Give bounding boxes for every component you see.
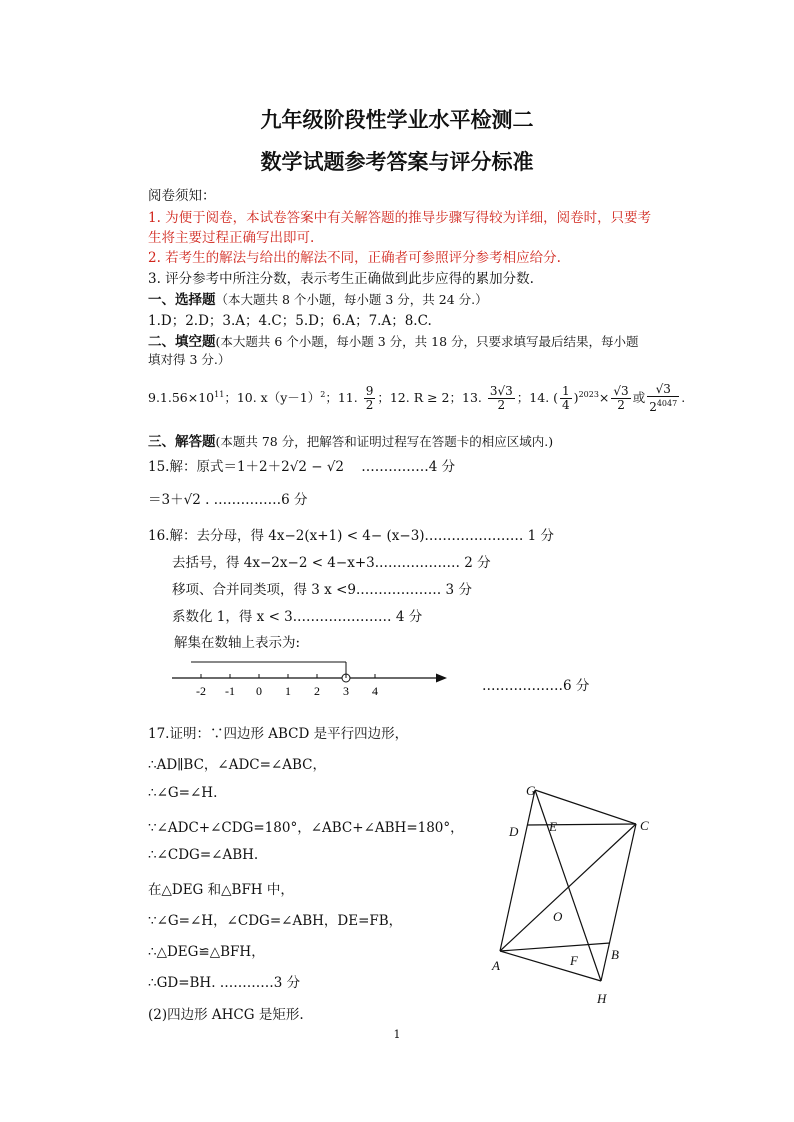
q16-line-1: 16.解：去分母，得 4x−2(x+1) < 4− (x−3).………………… 1 分 [148,528,555,544]
tick-label: 3 [343,684,349,698]
segment-AH [500,951,601,981]
section-3-desc: (本题共 78 分，把解答和证明过程写在答题卡的相应区域内.) [215,434,554,449]
notice-item-2: 2. 若考生的解法与给出的解法不同，正确者可参照评分参考相应给分. [148,250,561,266]
segment-GA [500,790,535,951]
q16-line-3: 移项、合并同类项，得 3 x <9.……………… 3 分 [172,582,472,598]
tick-label: 0 [256,684,262,698]
q17-line-2: ∴AD∥BC，∠ADC=∠ABC， [148,757,326,773]
number-line-arrow [436,674,447,683]
label-E: E [549,819,557,834]
section-2 [148,330,639,350]
label-F: F [570,953,578,968]
q17-line-7: ∵∠G=∠H，∠CDG=∠ABH，DE=FB， [148,913,403,929]
q17-line-10: (2)四边形 AHCG 是矩形. [148,1007,304,1023]
label-G: G [526,783,536,798]
q17-line-9: ∴GD=BH. …………3 分 [148,975,301,991]
q17-line-6: 在△DEG 和△BFH 中， [148,882,294,898]
label-H: H [597,991,607,1006]
q17-line-4: ∵∠ADC+∠CDG=180°，∠ABC+∠ABH=180°， [148,820,464,836]
segment-AC [500,824,636,951]
q17-line-8: ∴△DEG≌△BFH， [148,944,265,960]
q17-line-3: ∴∠G=∠H. [148,785,218,801]
q16-line-4: 系数化 1，得 x < 3.………………… 4 分 [172,609,423,625]
q15-line-2: ＝3＋√2 . ……………6 分 [148,492,308,508]
tick-label: -2 [196,684,206,698]
page-title: 九年级阶段性学业水平检测二 [260,108,534,132]
label-O: O [553,909,563,924]
section-1-head: 一、选择题 [148,292,216,308]
fill-answers: $9.1.56\times 10^{11}$；10. $x(y-1)^2$；11. $\frac{9}{2}$ ；12. R ≥ 2；13. $\frac{3√3}{2}$ ；14. ( $\frac{1}{4}$ )$^{2023}$× $\frac{√3}{2}$ 或 $\frac{√3}{2^{4047}}$ . [148,382,686,414]
notice-item-1a: 1. 为便于阅卷，本试卷答案中有关解答题的推导步骤写得较为详细，阅卷时，只要考 [148,210,652,226]
label-A: A [492,958,500,973]
notice-item-3: 3. 评分参考中所注分数，表示考生正确做到此步应得的累加分数. [148,271,534,287]
section-1-desc: （本大题共 8 个小题，每小题 3 分，共 24 分.） [215,292,488,307]
q16-line-5: 解集在数轴上表示为: [174,635,301,651]
label-C: C [640,818,649,833]
tick-label: -1 [225,684,235,698]
choice-answers: 1.D；2.D；3.A；4.C；5.D；6.A；7.A；8.C. [148,313,432,329]
tick-label: 1 [285,684,291,698]
geometry-figure [480,775,670,1015]
section-2-desc-2: 填对得 3 分.） [148,352,231,367]
notice-heading: 阅卷须知： [148,188,216,204]
label-D: D [509,824,519,839]
q17-line-5: ∴∠CDG=∠ABH. [148,847,259,863]
page-number: 1 [393,1028,401,1041]
q16-line-2: 去括号，得 4x−2x−2 < 4−x+3.……………… 2 分 [172,555,491,571]
section-3 [148,430,553,450]
section-1 [148,288,488,308]
q15-line-1: 15.解：原式＝1＋2＋2√2 − √2 ……………4 分 [148,459,456,475]
section-3-head: 三、解答题 [148,434,216,450]
page-subtitle: 数学试题参考答案与评分标准 [260,150,534,174]
q16-score: ………………6 分 [482,678,590,694]
section-2-desc: (本大题共 6 个小题，每小题 3 分，共 18 分，只要求填写最后结果，每小题 [215,334,639,349]
number-line [160,650,460,700]
segment-GH [535,790,601,981]
section-2-head: 二、填空题 [148,334,216,350]
segment-DC [527,824,636,825]
tick-label: 2 [314,684,320,698]
segment-AB [500,943,610,951]
q17-line-1: 17.证明：∵四边形 ABCD 是平行四边形， [148,726,409,742]
label-B: B [611,947,619,962]
notice-item-1b: 生将主要过程正确写出即可. [148,230,315,246]
tick-label: 4 [372,684,378,698]
